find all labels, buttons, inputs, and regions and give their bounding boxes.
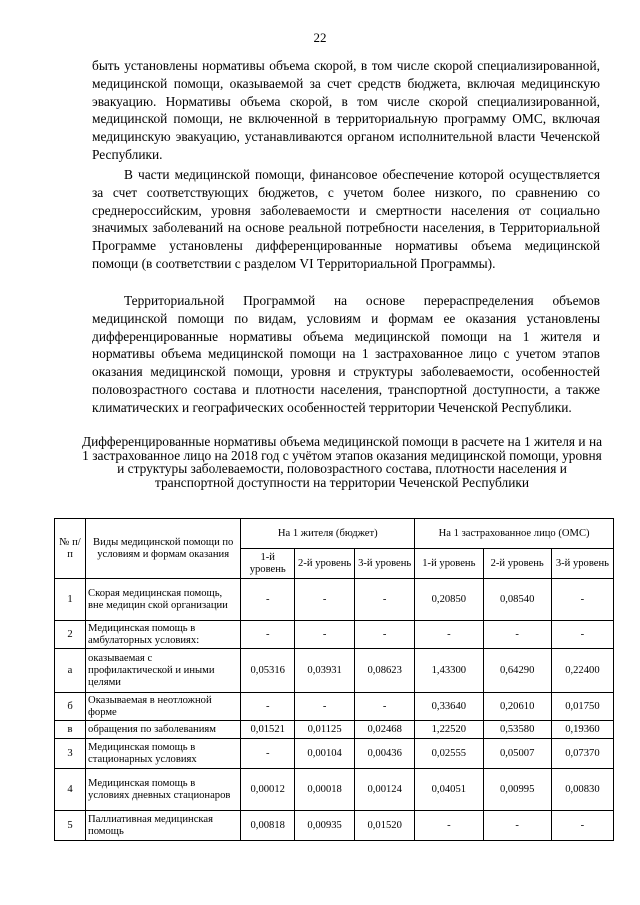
- cell-b3: 0,00124: [355, 769, 415, 811]
- cell-b3: 0,02468: [355, 721, 415, 739]
- table-row: [55, 769, 614, 811]
- cell-name: Паллиативная медицинская помощь: [86, 811, 241, 841]
- table-row: [55, 721, 614, 739]
- cell-b1: 0,05316: [241, 649, 295, 693]
- cell-name: Оказываемая в неотложной форме: [86, 693, 241, 721]
- cell-o1: 0,02555: [415, 739, 483, 769]
- cell-b3: 0,01520: [355, 811, 415, 841]
- norms-table: [54, 518, 614, 841]
- cell-o3: 0,01750: [551, 693, 613, 721]
- cell-b1: -: [241, 693, 295, 721]
- cell-b1: 0,00818: [241, 811, 295, 841]
- cell-num: б: [55, 693, 86, 721]
- cell-num: а: [55, 649, 86, 693]
- paragraph-2: [92, 166, 600, 273]
- cell-o3: -: [551, 811, 613, 841]
- cell-name: Скорая медицинская помощь, вне медицин ской организации: [86, 579, 241, 621]
- cell-name: обращения по заболеваниям: [86, 721, 241, 739]
- cell-name: Медицинская помощь в условиях дневных стационаров: [86, 769, 241, 811]
- header-budget-level2: 2-й уровень: [295, 549, 355, 579]
- cell-num: 1: [55, 579, 86, 621]
- cell-o3: 0,22400: [551, 649, 613, 693]
- cell-o2: 0,20610: [483, 693, 551, 721]
- cell-num: 4: [55, 769, 86, 811]
- cell-o2: 0,05007: [483, 739, 551, 769]
- paragraph-1: [92, 57, 600, 164]
- cell-name: оказываемая с профилактической и иными целями: [86, 649, 241, 693]
- cell-o3: -: [551, 621, 613, 649]
- cell-o3: -: [551, 579, 613, 621]
- table-row: [55, 693, 614, 721]
- header-oms-level2: 2-й уровень: [483, 549, 551, 579]
- table-row: [55, 621, 614, 649]
- cell-b2: 0,03931: [295, 649, 355, 693]
- cell-o1: 0,33640: [415, 693, 483, 721]
- table-title: Дифференцированные нормативы объема медицинской помощи в расчете на 1 жителя и на 1 застрахованное лицо на 2018 год с учётом этапов оказания медицинской помощи, уровня и структуры заболеваемости, половозрастного состава, плотности населения и транспортной доступности на территории Чеченской Республики: [81, 434, 603, 490]
- page-number: 22: [313, 30, 327, 45]
- cell-b3: 0,00436: [355, 739, 415, 769]
- cell-o2: 0,08540: [483, 579, 551, 621]
- cell-o1: 1,22520: [415, 721, 483, 739]
- cell-o1: 0,20850: [415, 579, 483, 621]
- header-oms: На 1 застрахованное лицо (ОМС): [415, 519, 614, 549]
- table-row: [55, 811, 614, 841]
- paragraph-3: [92, 292, 600, 417]
- cell-b1: -: [241, 739, 295, 769]
- cell-o2: -: [483, 811, 551, 841]
- cell-o1: 0,04051: [415, 769, 483, 811]
- header-kind: Виды медицинской помощи по условиям и формам оказания: [86, 519, 241, 579]
- cell-b2: -: [295, 693, 355, 721]
- header-oms-level3: 3-й уровень: [551, 549, 613, 579]
- cell-b1: -: [241, 579, 295, 621]
- cell-num: 3: [55, 739, 86, 769]
- cell-name: Медицинская помощь в амбулаторных условиях:: [86, 621, 241, 649]
- cell-b3: -: [355, 621, 415, 649]
- cell-b1: -: [241, 621, 295, 649]
- cell-num: 2: [55, 621, 86, 649]
- cell-o3: 0,07370: [551, 739, 613, 769]
- table-row: [55, 739, 614, 769]
- cell-o2: -: [483, 621, 551, 649]
- cell-o3: 0,00830: [551, 769, 613, 811]
- table-row: [55, 579, 614, 621]
- cell-o2: 0,53580: [483, 721, 551, 739]
- cell-b2: -: [295, 579, 355, 621]
- cell-b2: 0,00104: [295, 739, 355, 769]
- cell-num: в: [55, 721, 86, 739]
- cell-b2: 0,00018: [295, 769, 355, 811]
- cell-b3: -: [355, 579, 415, 621]
- paragraph-1-text: быть установлены нормативы объема скорой, в том числе скорой специализированной, медицинской помощи, оказываемой за счет средств бюджета, включая медицинскую эвакуацию. Нормативы объема скорой, в том числе скорой специализированной, медицинской помощи, не включенной в территориальную программу ОМС, включая медицинскую эвакуацию, устанавливаются органом исполнительной власти Чеченской Республики.: [92, 58, 600, 162]
- header-budget-level3: 3-й уровень: [355, 549, 415, 579]
- cell-b2: -: [295, 621, 355, 649]
- cell-name: Медицинская помощь в стационарных условиях: [86, 739, 241, 769]
- paragraph-3-text: Территориальной Программой на основе перераспределения объемов медицинской помощи по видам, условиям и формам ее оказания установлены дифференцированные нормативы объема медицинской помощи на 1 жителя и нормативы объема медицинской помощи на 1 застрахованное лицо с учетом этапов оказания медицинской помощи, уровня и структуры заболеваемости, особенностей половозрастного состава и плотности населения, транспортной доступности, а также климатических и географических особенностей территории Чеченской Республики.: [92, 293, 600, 415]
- cell-b3: -: [355, 693, 415, 721]
- cell-o1: -: [415, 811, 483, 841]
- cell-o1: -: [415, 621, 483, 649]
- cell-o2: 0,00995: [483, 769, 551, 811]
- cell-o2: 0,64290: [483, 649, 551, 693]
- header-num: № п/п: [55, 519, 86, 579]
- table-row: [55, 649, 614, 693]
- cell-b1: 0,01521: [241, 721, 295, 739]
- paragraph-2-text: В части медицинской помощи, финансовое обеспечение которой осуществляется за счет соответствующих бюджетов, с учетом более низкого, по сравнению со среднероссийским, уровня заболеваемости и смертности населения от социально значимых заболеваний на основе реальной потребности населения, в Территориальной Программе установлены дифференцированные нормативы объема медицинской помощи (в соответствии с разделом VI Территориальной Программы).: [92, 167, 600, 271]
- cell-o1: 1,43300: [415, 649, 483, 693]
- header-budget-level1: 1-й уровень: [241, 549, 295, 579]
- cell-b1: 0,00012: [241, 769, 295, 811]
- header-budget: На 1 жителя (бюджет): [241, 519, 415, 549]
- cell-o3: 0,19360: [551, 721, 613, 739]
- header-oms-level1: 1-й уровень: [415, 549, 483, 579]
- cell-num: 5: [55, 811, 86, 841]
- cell-b2: 0,01125: [295, 721, 355, 739]
- cell-b3: 0,08623: [355, 649, 415, 693]
- cell-b2: 0,00935: [295, 811, 355, 841]
